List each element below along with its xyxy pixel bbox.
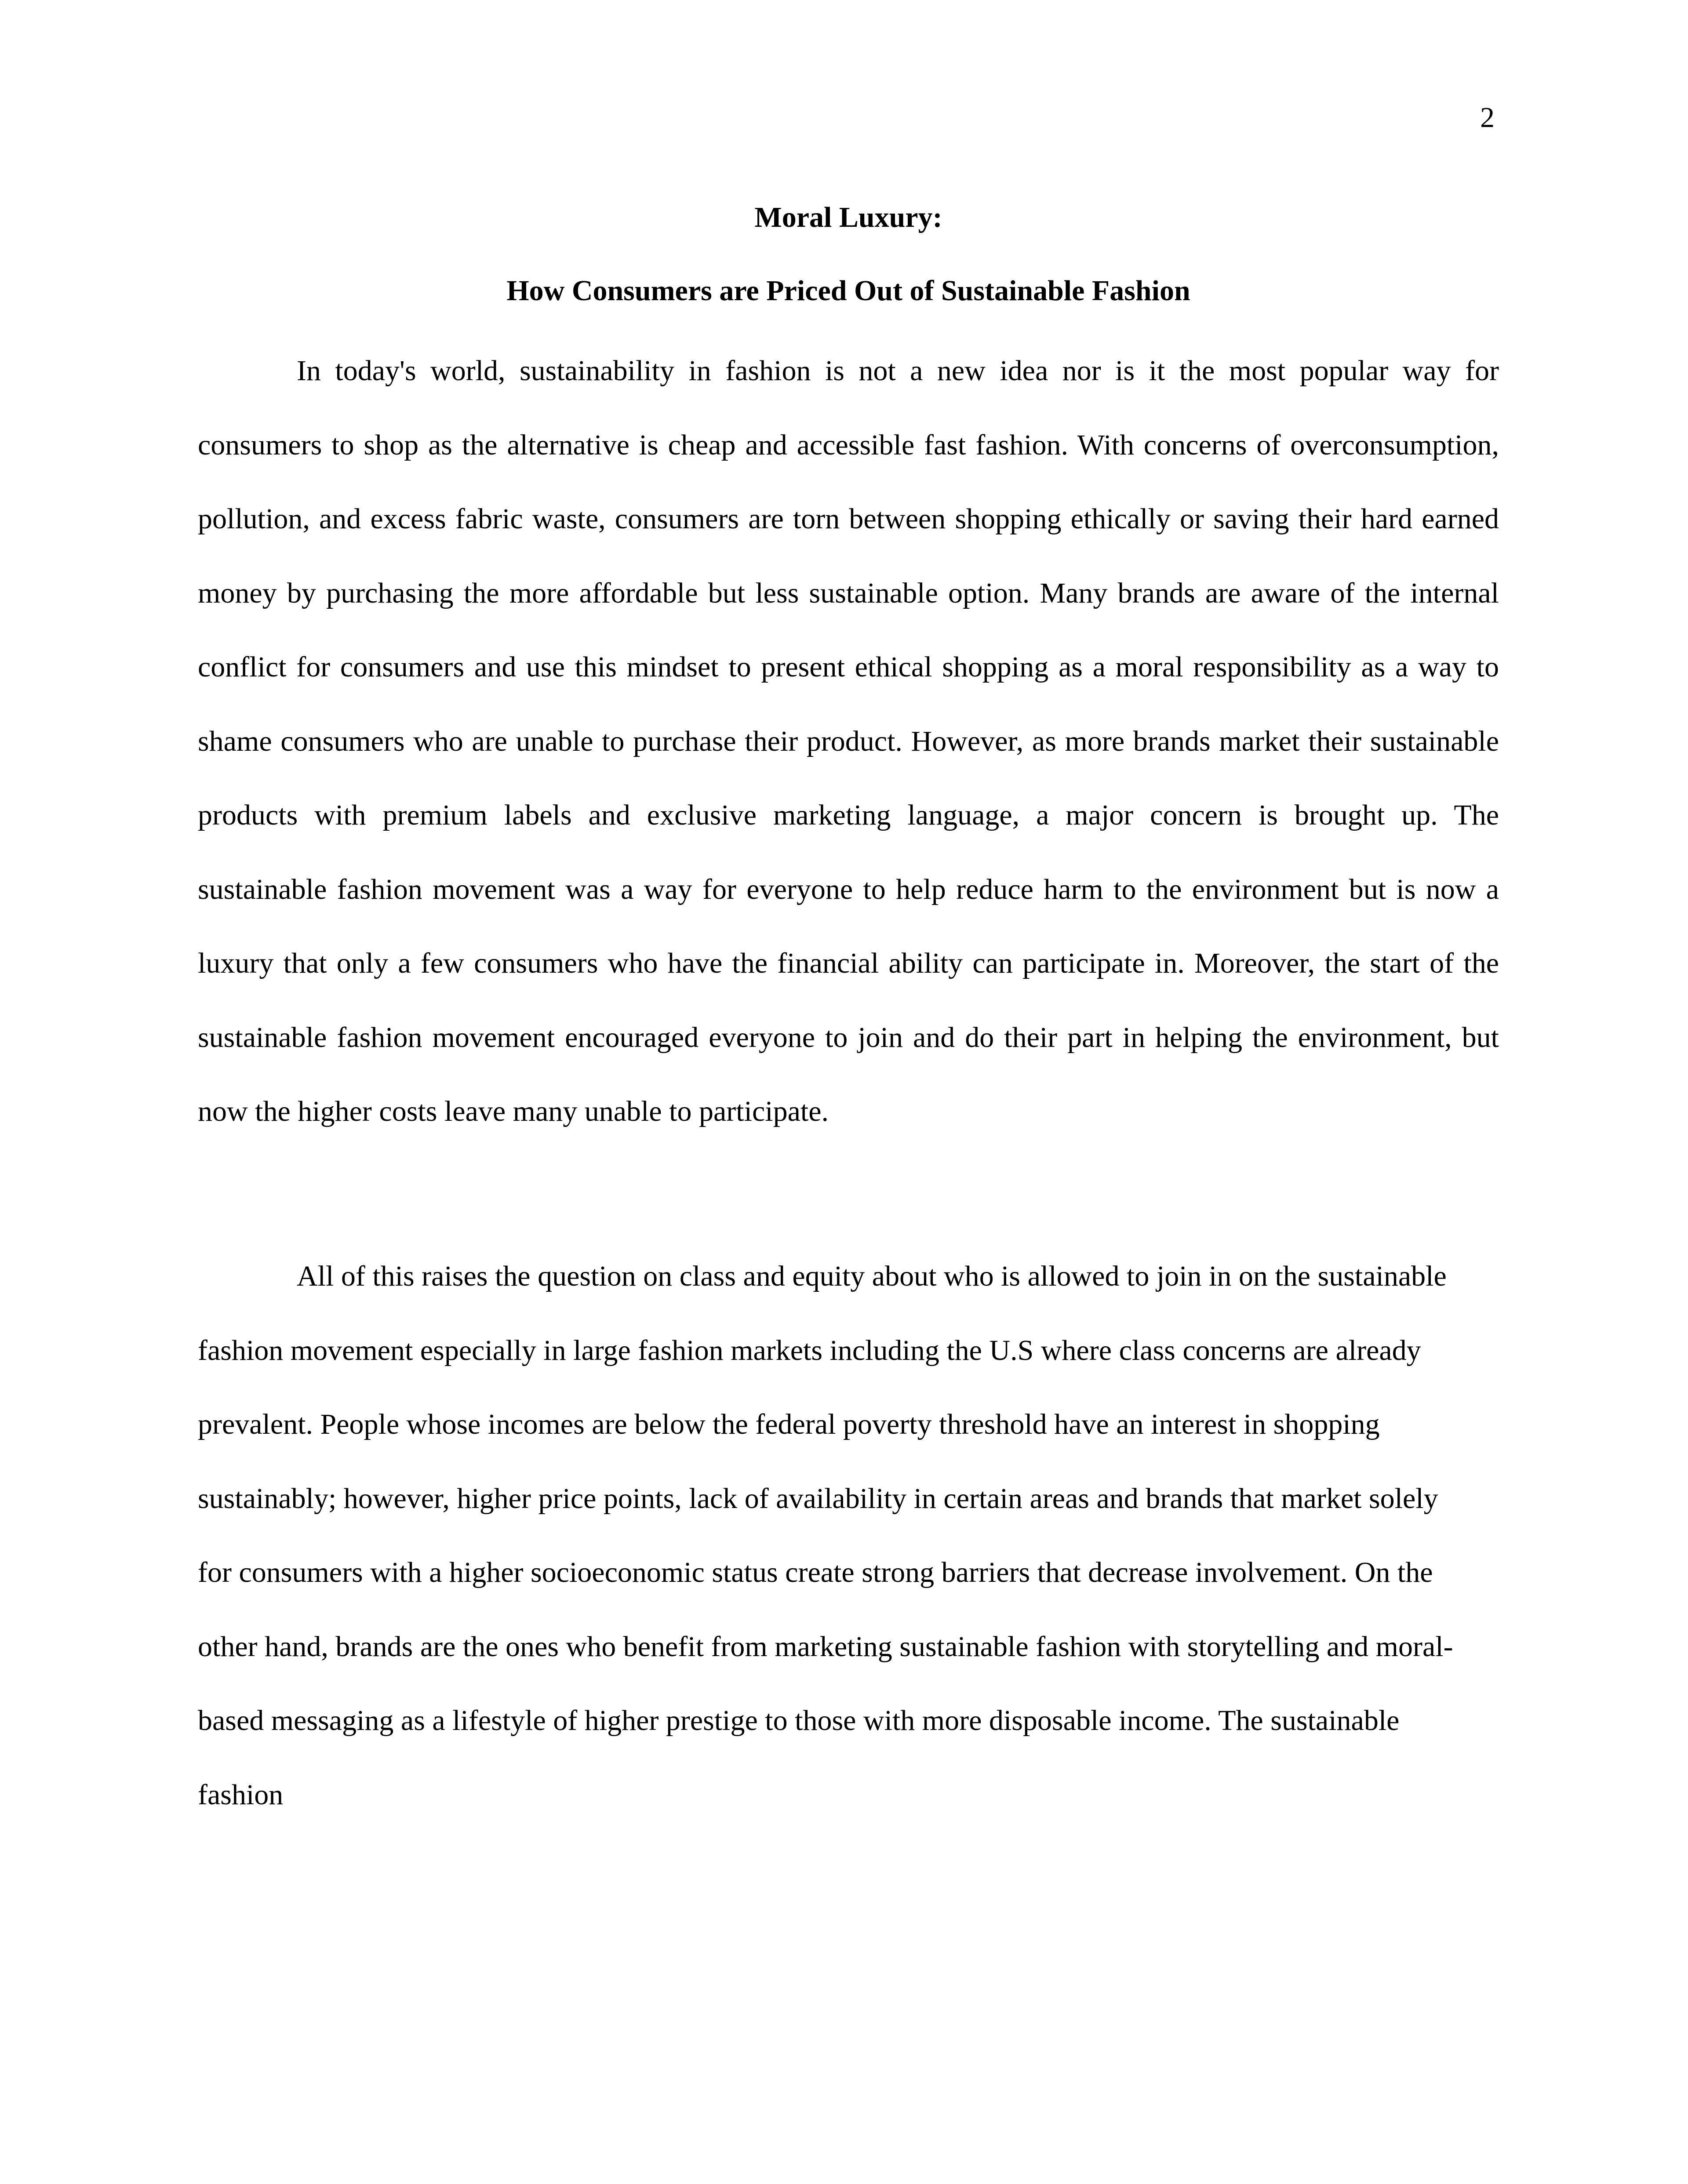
page-subtitle: How Consumers are Priced Out of Sustainable Fashion bbox=[506, 275, 1190, 307]
body-paragraph-2: All of this raises the question on class and equity about who is allowed to join in on the sustainable fashion movement especially in large fashion markets including the U.S where class concerns are already prevalent. People whose incomes are below the federal poverty threshold have an interest in shopping sustainably; however, higher price points, lack of availability in certain areas and brands that market solely for consumers with a higher socioeconomic status create strong barriers that decrease involvement. On the other hand, brands are the ones who benefit from marketing sustainable fashion with storytelling and moral-based messaging as a lifestyle of higher prestige to those with more disposable income. The sustainable fashion bbox=[198, 1260, 1453, 1811]
page-number: 2 bbox=[1480, 102, 1495, 134]
body-paragraph-1: In today's world, sustainability in fashion is not a new idea nor is it the most popular way for consumers to shop as the alternative is cheap and accessible fast fashion. With concerns of overconsumption, pollution, and excess fabric waste, consumers are torn between shopping ethically or saving their hard earned money by purchasing the more affordable but less sustainable option. Many brands are aware of the internal conflict for consumers and use this mindset to present ethical shopping as a moral responsibility as a way to shame consumers who are unable to purchase their product. However, as more brands market their sustainable products with premium labels and exclusive marketing language, a major concern is brought up. The sustainable fashion movement was a way for everyone to help reduce harm to the environment but is now a luxury that only a few consumers who have the financial ability can participate in. Moreover, the start of the sustainable fashion movement encouraged everyone to join and do their part in helping the environment, but now the higher costs leave many unable to participate. bbox=[198, 355, 1499, 1127]
page-title: Moral Luxury: bbox=[754, 201, 942, 233]
